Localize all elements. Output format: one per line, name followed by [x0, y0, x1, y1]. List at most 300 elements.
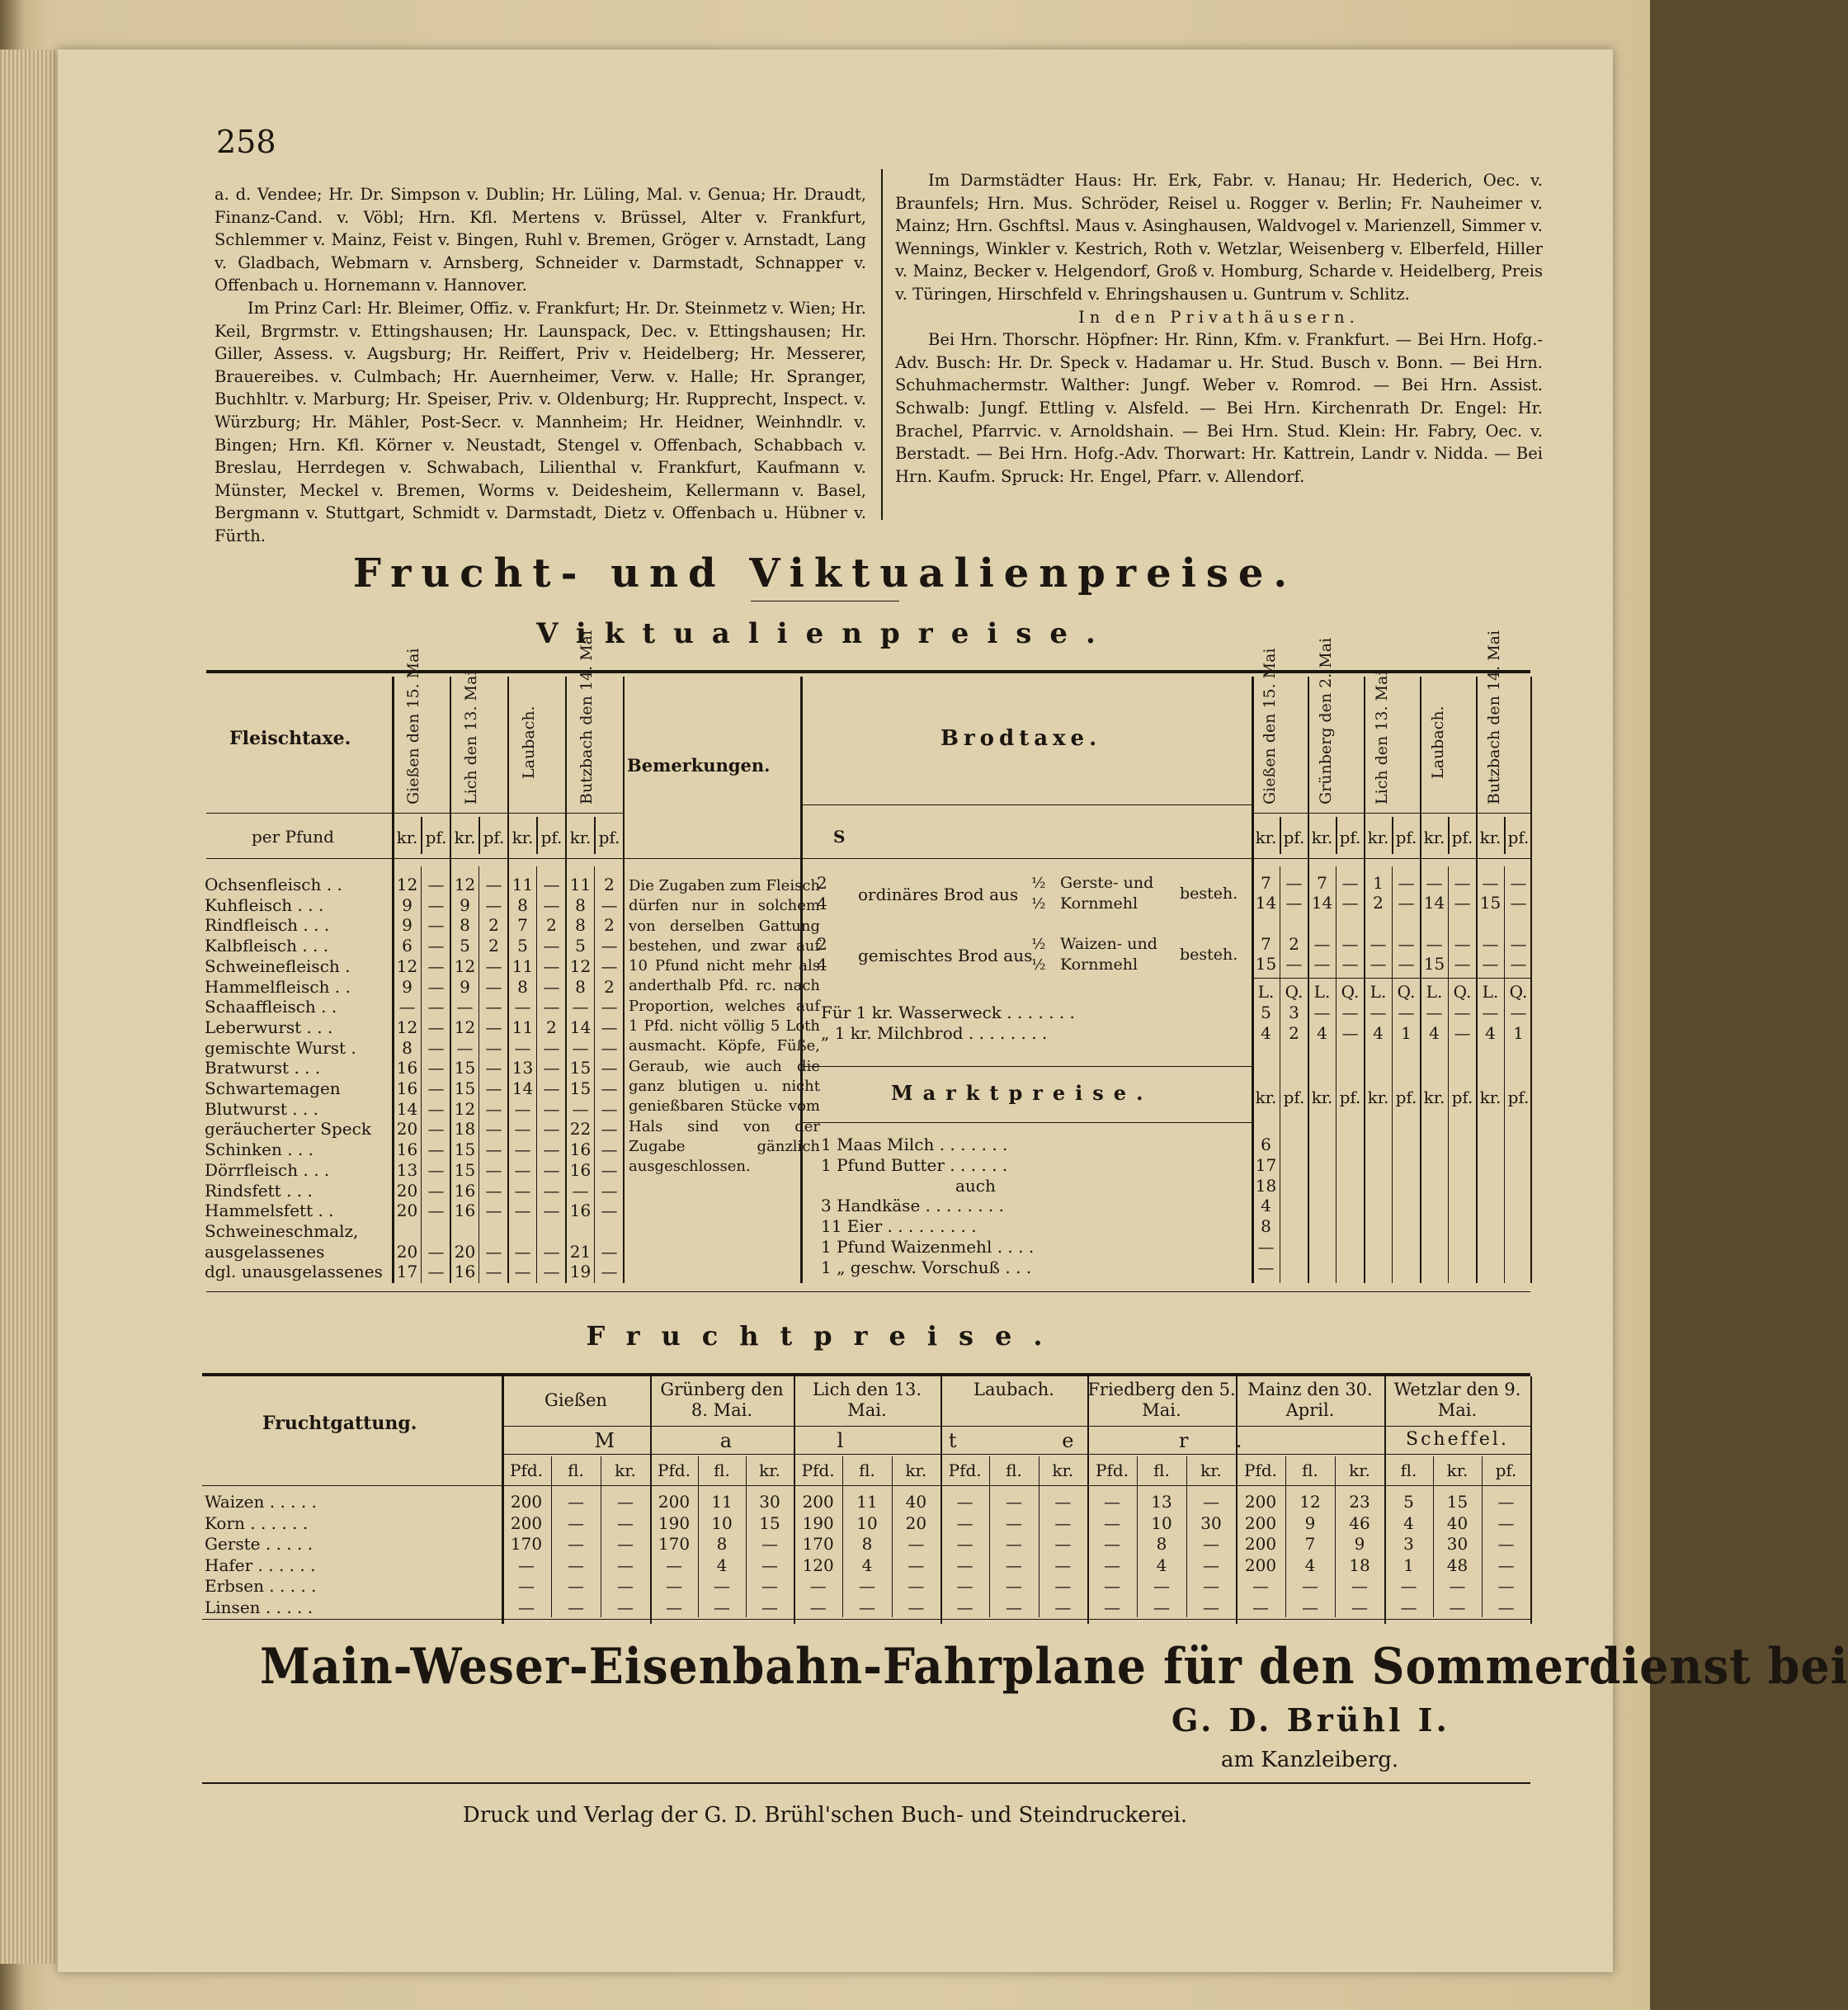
meat-price-value: 12 [454, 955, 476, 976]
grain-price-value: — [1005, 1597, 1022, 1617]
market-item-value: 8 [1261, 1216, 1271, 1237]
meat-price-value: 15 [454, 1159, 476, 1180]
brodtaxe-unit-label: S [833, 827, 846, 847]
bread1-flour: Gerste- und Kornmehl [1060, 874, 1154, 913]
grain-price-value: — [1054, 1555, 1072, 1575]
meat-price-value: — [514, 997, 531, 1017]
meat-price-value: 2 [546, 915, 557, 936]
intro-right-paragraph-1: Im Darmstädter Haus: Hr. Erk, Fabr. v. Hanau; Hr. Hederich, Oec. v. Braunfels; Hrn. Mus. Schröder, Reisel u. Rogger v. Berlin; Fr. Nauheimer v. Mainz; Hrn. Gschftsl. Maus v. Asinghausen, Waldvogel v. Marienzell, Simmer v. Wennings, Winkler v. Kestrich, Roth v. Wetzlar, Weisenberg v. Elberfeld, Hiller v. Mainz, Becker v. Helgendorf, Groß v. Homburg, Scharde v. Heidelberg, Preis v. Türingen, Hirschfeld v. Ehringshausen u. Guntrum v. Schlitz. [895, 171, 1543, 304]
meat-price-value: 8 [517, 976, 528, 997]
meat-item-name: Bratwurst . . . [205, 1058, 321, 1078]
grain-price-value: 10 [711, 1512, 733, 1533]
meat-price-value: — [427, 1017, 445, 1037]
grain-price-value: 200 [658, 1492, 691, 1512]
grain-price-value: 8 [1156, 1534, 1167, 1554]
milchbrod-value: 1 [1513, 1023, 1524, 1043]
market-item-value: 4 [1261, 1196, 1271, 1216]
bread2-label: gemischtes Brod aus [858, 946, 1033, 965]
meat-price-value: 16 [396, 1078, 418, 1098]
meat-price-value: — [543, 955, 560, 976]
grain-price-value: — [761, 1534, 778, 1554]
grain-price-value: — [1005, 1576, 1022, 1596]
grain-price-value: 30 [1446, 1534, 1468, 1554]
bread-price-value: 7 [1261, 934, 1271, 954]
meat-price-value: 7 [517, 915, 528, 936]
brod-unit-row-rule-top [1252, 978, 1530, 979]
meat-price-value: — [427, 875, 445, 894]
grain-place-header: Laubach. [974, 1380, 1054, 1399]
grain-price-value: 5 [1403, 1492, 1414, 1512]
meat-price-value: — [543, 894, 560, 915]
meat-price-value: 8 [517, 894, 528, 915]
grain-price-value: — [617, 1534, 634, 1554]
fleischtaxe-title: Fleischtaxe. [229, 728, 351, 749]
grain-type-name: Korn . . . . . . [205, 1512, 309, 1533]
grain-price-value: 8 [716, 1534, 728, 1554]
pf-unit-label: pf. [425, 828, 447, 847]
meat-price-value: — [485, 997, 502, 1017]
brod-place-header: Lich den 13. Mai [1373, 670, 1391, 804]
market-item-label: 1 Pfund Butter . . . . . . [821, 1154, 1008, 1175]
meat-price-value: — [601, 1098, 618, 1119]
grain-unit-label: Pfd. [509, 1460, 544, 1480]
grain-price-value: — [518, 1555, 535, 1575]
grain-price-value: — [1351, 1597, 1368, 1617]
grain-unit-label: kr. [1200, 1460, 1222, 1480]
grain-price-value: 9 [1354, 1534, 1365, 1554]
bemerkungen-title: Bemerkungen. [627, 755, 771, 776]
grain-price-value: — [568, 1555, 584, 1575]
grain-price-value: 1 [1403, 1555, 1414, 1575]
meat-price-value: — [601, 1262, 618, 1282]
milchbrod-value: 2 [1289, 1023, 1299, 1043]
meat-price-value: 16 [569, 1159, 592, 1180]
meat-item-name: Ochsenfleisch . . [205, 875, 342, 894]
markt-top-rule [802, 1066, 1252, 1067]
meat-price-value: 6 [402, 936, 412, 956]
market-item-label: 3 Handkäse . . . . . . . . [821, 1196, 1004, 1216]
bread-price-value: — [1398, 954, 1415, 974]
meat-price-value: 11 [569, 875, 592, 894]
intro-left-paragraph-1: a. d. Vendee; Hr. Dr. Simpson v. Dublin; Hr. Lüling, Mal. v. Genua; Hr. Draudt, Finanz-Cand. v. Vöbl; Hrn. Kfl. Mertens v. Brüssel, Alter v. Frankfurt, Schlemmer v. Mainz, Feist v. Bingen, Ruhl v. Bremen, Gröger v. Arnstadt, Lang v. Gladbach, Webmarn v. Arnsberg, Schneider v. Darmstadt, Schnapper v. Offenbach u. Hornemann v. Hannover. [214, 185, 866, 295]
grain-price-value: — [858, 1576, 875, 1596]
grain-unit-label: Pfd. [801, 1460, 835, 1480]
meat-item-name: Leberwurst . . . [205, 1017, 333, 1037]
meat-price-value: 12 [454, 1098, 476, 1119]
bread2-sizes: 2 4 [817, 934, 827, 974]
meat-price-value: — [543, 976, 560, 997]
pf-unit-label: pf. [1451, 828, 1473, 847]
grain-price-value: — [568, 1534, 584, 1554]
bread-price-value: — [1370, 934, 1387, 954]
brod-place-header: Gießen den 15. Mai [1261, 648, 1279, 804]
grain-type-name: Hafer . . . . . . [205, 1555, 316, 1575]
meat-price-value: 20 [396, 1201, 418, 1221]
grain-price-value: 11 [711, 1492, 733, 1512]
grain-price-value: 4 [1156, 1555, 1167, 1575]
brod-col-line [1308, 677, 1309, 1283]
grain-price-value: 200 [802, 1492, 834, 1512]
milchbrod-value: 4 [1429, 1023, 1440, 1043]
bread-price-value: 1 [1373, 873, 1384, 893]
bemerkungen-right-line [800, 677, 803, 1283]
fleisch-place-header: Gießen den 15. Mai [404, 648, 422, 804]
meat-item-name: Dörrfleisch . . . [205, 1159, 330, 1180]
meat-price-value: 8 [402, 1037, 412, 1058]
grain-price-value: — [1104, 1512, 1120, 1533]
milchbrod-value: — [1454, 1023, 1471, 1043]
fleisch-value-divider [594, 866, 595, 1283]
grain-unit-label: fl. [859, 1460, 875, 1480]
weight-unit-label: Q. [1509, 982, 1528, 1002]
meat-price-value: 12 [396, 1017, 418, 1037]
bread-price-value: — [1482, 954, 1499, 974]
kr-unit-label: kr. [1255, 828, 1277, 847]
weight-unit-label: Q. [1341, 982, 1360, 1002]
meat-price-value: — [543, 1262, 560, 1282]
meat-price-value: — [514, 1262, 531, 1282]
meat-item-name: Kalbfleisch . . . [205, 936, 329, 956]
grain-price-value: 15 [759, 1512, 780, 1533]
meat-price-value: 22 [569, 1119, 592, 1139]
meat-price-value: — [543, 1037, 560, 1058]
meat-price-value: — [427, 1262, 445, 1282]
meat-price-value: 5 [575, 936, 586, 956]
meat-price-value: — [601, 1119, 618, 1139]
malter-label: M a l t e r. [594, 1429, 1292, 1452]
meat-item-name: Hammelsfett . . [205, 1201, 334, 1221]
meat-price-value: — [514, 1119, 531, 1139]
pf-unit-label: pf. [1395, 828, 1417, 847]
grain-price-value: — [908, 1534, 925, 1554]
bread1-sizes: 2 4 [817, 873, 827, 913]
kr-unit-label: kr. [1423, 1088, 1445, 1107]
market-item-label: 11 Eier . . . . . . . . . [821, 1216, 977, 1237]
kr-unit-label: kr. [512, 828, 534, 847]
per-pfund-label: per Pfund [252, 827, 334, 847]
grain-price-value: 200 [1244, 1492, 1277, 1512]
grain-price-value: — [1497, 1555, 1515, 1575]
meat-price-value: — [427, 1180, 445, 1201]
grain-price-value: — [1203, 1597, 1219, 1617]
meat-price-value: 9 [460, 894, 470, 915]
meat-price-value: — [601, 1139, 618, 1160]
fleisch-value-divider [478, 866, 479, 1283]
meat-price-value: 2 [488, 936, 499, 956]
grain-price-value: — [1005, 1512, 1022, 1533]
meat-price-value: 8 [575, 915, 586, 936]
grain-price-value: — [568, 1597, 584, 1617]
brod-value-divider [1392, 866, 1393, 1283]
bread-price-value: 15 [1479, 893, 1502, 913]
meat-price-value: 2 [604, 875, 615, 894]
bread1-label: ordinäres Brod aus [858, 885, 1019, 904]
bread-price-value: 2 [1373, 893, 1384, 913]
grain-type-name: Erbsen . . . . . [205, 1576, 317, 1596]
meat-price-value: 17 [396, 1262, 418, 1282]
grain-price-value: 200 [510, 1492, 543, 1512]
grain-price-value: — [1449, 1576, 1466, 1596]
brod-place-header: Grünberg den 2. Mai [1317, 637, 1335, 804]
meat-price-value: — [543, 1119, 560, 1139]
meat-item-name: Schaaffleisch . . [205, 997, 337, 1017]
meat-price-value: — [514, 1241, 531, 1262]
meat-price-value: 20 [396, 1241, 418, 1262]
grain-price-value: 9 [1304, 1512, 1316, 1533]
bread-price-value: 7 [1317, 873, 1327, 893]
grain-price-value: 4 [716, 1555, 728, 1575]
meat-item-name: Rindfleisch . . . [205, 915, 330, 936]
grain-price-value: — [956, 1492, 974, 1512]
meat-price-value: — [427, 1159, 445, 1180]
bread-price-value: 15 [1255, 954, 1277, 974]
page-number: 258 [216, 124, 276, 160]
fahrplan-ad-headline: Main-Weser-Eisenbahn-Fahrplane für den Sommerdienst bei [260, 1638, 1848, 1696]
grain-price-value: — [908, 1576, 925, 1596]
kr-unit-label: kr. [1311, 828, 1333, 847]
wasserweck-value: — [1482, 1003, 1499, 1022]
pf-unit-label: pf. [540, 828, 563, 847]
grain-price-value: — [1203, 1534, 1219, 1554]
grain-price-value: — [1054, 1492, 1072, 1512]
weight-unit-label: Q. [1285, 982, 1304, 1002]
meat-price-value: — [514, 1180, 531, 1201]
meat-price-value: — [427, 1098, 445, 1119]
markt-bottom-rule [802, 1122, 1252, 1123]
viktualien-bottom-rule [206, 1291, 1530, 1292]
meat-price-value: — [427, 976, 445, 997]
grain-unit-label: fl. [714, 1460, 730, 1480]
meat-price-value: — [601, 1017, 618, 1037]
pf-unit-label: pf. [598, 828, 620, 847]
grain-price-value: — [956, 1555, 974, 1575]
grain-price-value: — [666, 1576, 682, 1596]
bread-price-value: — [1510, 934, 1527, 954]
meat-price-value: — [543, 936, 560, 956]
bread-price-value: 14 [1311, 893, 1333, 913]
meat-item-name: ausgelassenes [205, 1241, 325, 1262]
grain-price-value: 170 [802, 1534, 834, 1554]
bread1-fraction: ½ ½ [1031, 875, 1046, 913]
meat-price-value: 2 [604, 915, 615, 936]
grain-price-value: — [1054, 1576, 1072, 1596]
grain-price-value: — [617, 1512, 634, 1533]
bread-price-value: — [1510, 893, 1527, 913]
market-item-label: 1 Maas Milch . . . . . . . [821, 1135, 1008, 1154]
grain-price-value: — [809, 1597, 827, 1617]
fleisch-place-header: Lich den 13. Mai [462, 670, 480, 804]
market-item-value: 18 [1255, 1175, 1277, 1196]
column-divider [881, 169, 883, 520]
viktualien-header-rule [206, 858, 1530, 859]
grain-unit-label: fl. [1153, 1460, 1170, 1480]
bread-price-value: — [1370, 954, 1387, 974]
grain-place-header: Wetzlar den 9. Mai. [1393, 1380, 1521, 1420]
meat-price-value: — [485, 1262, 502, 1282]
meat-price-value: — [543, 875, 560, 894]
milchbrod-value: 4 [1485, 1023, 1496, 1043]
milchbrod-label: „ 1 kr. Milchbrod . . . . . . . . [821, 1023, 1048, 1043]
wasserweck-value: — [1370, 1003, 1387, 1022]
grain-price-value: — [1449, 1597, 1466, 1617]
meat-price-value: 15 [454, 1139, 476, 1160]
grain-price-value: — [1302, 1597, 1318, 1617]
grain-price-value: — [617, 1555, 634, 1575]
bread-price-value: — [1313, 954, 1331, 974]
meat-price-value: — [543, 1241, 560, 1262]
meat-price-value: 12 [454, 875, 476, 894]
meat-price-value: 12 [396, 875, 418, 894]
grain-type-name: Gerste . . . . . [205, 1534, 314, 1554]
meat-price-value: — [427, 1241, 445, 1262]
fahrplan-ad-location: am Kanzleiberg. [1221, 1748, 1399, 1772]
meat-price-value: 16 [569, 1201, 592, 1221]
meat-price-value: — [572, 1098, 589, 1119]
wasserweck-value: — [1510, 1003, 1527, 1022]
kr-unit-label: kr. [396, 828, 418, 847]
bread2-fraction: ½ ½ [1031, 936, 1046, 974]
meat-item-name: Schweinefleisch . [205, 955, 351, 976]
scheffel-label: Scheffel. [1406, 1429, 1509, 1450]
grain-price-value: — [1104, 1534, 1120, 1554]
meat-price-value: 8 [575, 894, 586, 915]
grain-unit-label: fl. [1006, 1460, 1022, 1480]
meat-price-value: — [601, 1180, 618, 1201]
meat-price-value: — [601, 1058, 618, 1078]
market-item-label: 1 Pfund Waizenmehl . . . . [821, 1237, 1035, 1257]
pf-unit-label: pf. [483, 828, 505, 847]
grain-unit-label: Pfd. [948, 1460, 982, 1480]
grain-price-value: — [1104, 1492, 1120, 1512]
bread2-flour: Waizen- und Kornmehl [1060, 935, 1157, 974]
grain-unit-label: Pfd. [1095, 1460, 1129, 1480]
page-edge-stack [0, 50, 56, 1964]
privathaeuser-heading: In den Privathäusern. [1078, 307, 1360, 327]
grain-price-value: 190 [802, 1512, 834, 1533]
grain-price-value: — [1497, 1512, 1515, 1533]
weight-unit-label: L. [1370, 982, 1387, 1002]
meat-price-value: 15 [569, 1078, 592, 1098]
fleisch-value-divider [421, 866, 422, 1283]
bread-price-value: — [1510, 873, 1527, 893]
bread-price-value: — [1313, 934, 1331, 954]
meat-price-value: 9 [402, 976, 412, 997]
weight-unit-label: L. [1257, 982, 1275, 1002]
pf-unit-label: pf. [1507, 828, 1530, 847]
grain-price-value: 30 [1200, 1512, 1222, 1533]
bread-price-value: — [1510, 954, 1527, 974]
bread-price-value: 14 [1423, 893, 1445, 913]
grain-price-value: 120 [802, 1555, 834, 1575]
grain-price-value: — [1054, 1534, 1072, 1554]
weight-unit-label: Q. [1453, 982, 1472, 1002]
fleisch-place-header: Butzbach den 14. Mai [578, 630, 596, 804]
meat-price-value: — [601, 894, 618, 915]
meat-price-value: — [427, 936, 445, 956]
meat-price-value: — [427, 894, 445, 915]
bread-price-value: — [1398, 873, 1415, 893]
grain-price-value: — [518, 1576, 535, 1596]
marktpreise-title: Marktpreise. [891, 1081, 1153, 1105]
grain-price-value: 190 [658, 1512, 691, 1533]
meat-price-value: 8 [460, 915, 470, 936]
meat-price-value: 20 [396, 1119, 418, 1139]
grain-price-value: 11 [856, 1492, 878, 1512]
meat-item-name: Schinken . . . [205, 1139, 314, 1160]
grain-price-value: — [617, 1492, 634, 1512]
meat-price-value: 2 [604, 976, 615, 997]
grain-price-value: — [1400, 1597, 1417, 1617]
meat-item-name: dgl. unausgelassenes [205, 1262, 383, 1282]
grain-unit-label: kr. [1349, 1460, 1370, 1480]
meat-price-value: 13 [396, 1159, 418, 1180]
grain-unit-label: kr. [615, 1460, 636, 1480]
grain-price-value: 30 [759, 1492, 780, 1512]
grain-price-value: — [1497, 1597, 1515, 1617]
brod-header-subrule [1252, 813, 1530, 814]
meat-price-value: 8 [575, 976, 586, 997]
meat-price-value: — [485, 955, 502, 976]
grain-price-value: — [1252, 1597, 1269, 1617]
market-item-value: — [1257, 1257, 1275, 1277]
pf-unit-label: pf. [1339, 828, 1361, 847]
meat-price-value: 14 [512, 1078, 534, 1098]
grain-price-value: — [956, 1512, 974, 1533]
market-item-value: — [1257, 1237, 1275, 1257]
meat-price-value: — [601, 1037, 618, 1058]
grain-price-value: 20 [905, 1512, 927, 1533]
grain-price-value: 15 [1446, 1492, 1468, 1512]
grain-unit-label: kr. [759, 1460, 780, 1480]
grain-price-value: — [1497, 1576, 1515, 1596]
pf-unit-label: pf. [1395, 1088, 1417, 1107]
grain-price-value: — [956, 1534, 974, 1554]
wasserweck-label: Für 1 kr. Wasserweck . . . . . . . [821, 1003, 1075, 1022]
meat-price-value: 16 [454, 1201, 476, 1221]
meat-price-value: 16 [569, 1139, 592, 1160]
bread-price-value: — [1454, 934, 1471, 954]
grain-price-value: — [1351, 1576, 1368, 1596]
grain-price-value: — [761, 1576, 778, 1596]
meat-price-value: — [427, 955, 445, 976]
meat-price-value: — [485, 1017, 502, 1037]
grain-price-value: 12 [1299, 1492, 1321, 1512]
bread-price-value: — [1426, 934, 1443, 954]
meat-price-value: 19 [569, 1262, 592, 1282]
wasserweck-value: — [1454, 1003, 1471, 1022]
grain-price-value: 170 [510, 1534, 543, 1554]
wasserweck-value: 5 [1261, 1003, 1271, 1022]
meat-price-value: 12 [569, 955, 592, 976]
grain-price-value: 10 [856, 1512, 878, 1533]
market-item-label: 1 „ geschw. Vorschuß . . . [821, 1257, 1032, 1277]
grain-price-value: — [1104, 1597, 1120, 1617]
weight-unit-label: L. [1426, 982, 1443, 1002]
main-title: Frucht- und Viktualienpreise. [352, 550, 1298, 597]
pf-unit-label: pf. [1283, 1088, 1305, 1107]
fleisch-place-header: Laubach. [520, 705, 538, 780]
grain-price-value: — [568, 1492, 584, 1512]
kr-unit-label: kr. [1423, 828, 1445, 847]
meat-price-value: — [572, 997, 589, 1017]
meat-price-value: — [485, 1159, 502, 1180]
fahrplan-ad-publisher: G. D. Brühl I. [1172, 1701, 1450, 1739]
meat-price-value: — [485, 894, 502, 915]
grain-price-value: 200 [1244, 1555, 1277, 1575]
grain-place-header: Gießen [544, 1390, 607, 1410]
meat-price-value: — [601, 936, 618, 956]
kr-unit-label: kr. [1367, 828, 1389, 847]
